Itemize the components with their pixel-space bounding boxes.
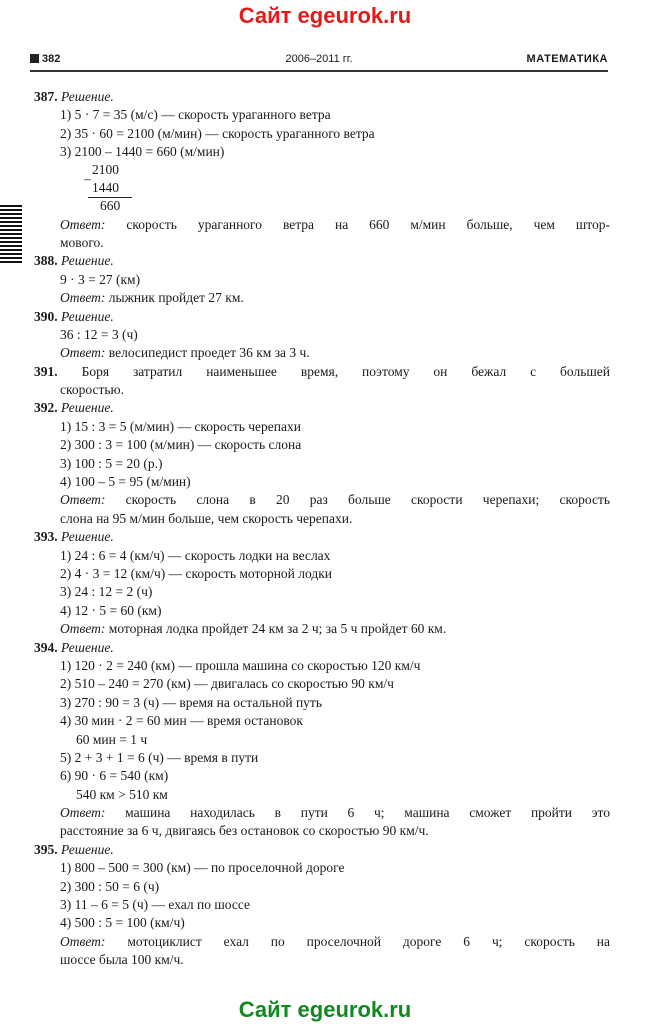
problem-392-step: 1) 15 : 3 = 5 (м/мин) — скорость черепахи <box>60 418 301 434</box>
problem-393-heading: 393. Решение. <box>34 529 114 545</box>
site-prefix: Сайт <box>238 3 298 28</box>
header-subject: МАТЕМАТИКА <box>526 53 608 65</box>
problem-392-step: 4) 100 – 5 = 95 (м/мин) <box>60 474 191 490</box>
site-prefix: Сайт <box>238 997 298 1022</box>
problem-393-step: 3) 24 : 12 = 2 (ч) <box>60 584 153 600</box>
problem-395-step: 1) 800 – 500 = 300 (км) — по проселочной дороге <box>60 860 345 876</box>
running-header <box>30 51 608 69</box>
problem-387-step: 1) 5 · 7 = 35 (м/с) — скорость ураганного ветра <box>60 107 331 123</box>
problem-387-answer-cont: мового. <box>60 234 104 250</box>
problem-394-answer: Ответ: машина находилась в пути 6 ч; машина сможет пройти это <box>60 805 611 821</box>
problem-387-heading: 387. Решение. <box>34 89 114 104</box>
problem-395-step: 2) 300 : 50 = 6 (ч) <box>60 878 160 894</box>
problem-393-answer: Ответ: моторная лодка пройдет 24 км за 2 ч; за 5 ч пройдет 60 км. <box>60 621 447 637</box>
problem-395-answer: Ответ: мотоциклист ехал по проселочной дороге 6 ч; скорость на <box>60 933 611 949</box>
site-watermark-bottom <box>0 997 650 1023</box>
site-watermark-top <box>0 3 650 29</box>
problem-387-step: 2) 35 · 60 = 2100 (м/мин) — скорость ураганного ветра <box>60 125 375 141</box>
problem-394-step: 3) 270 : 90 = 3 (ч) — время на остальной путь <box>60 694 322 710</box>
problem-394-step: 2) 510 – 240 = 270 (км) — двигалась со скоростью 90 км/ч <box>60 676 394 692</box>
problem-393-step: 1) 24 : 6 = 4 (км/ч) — скорость лодки на веслах <box>60 547 331 563</box>
header-years: 2006–2011 гг. <box>285 53 353 65</box>
problem-392-answer: Ответ: скорость слона в 20 раз больше скорости черепахи; скорость <box>60 492 611 508</box>
problem-392-heading: 392. Решение. <box>34 400 114 416</box>
minus-sign: – <box>84 170 91 186</box>
problem-394-heading: 394. Решение. <box>34 639 114 655</box>
minuend: 2100 <box>92 161 119 177</box>
problem-392-step: 2) 300 : 3 = 100 (м/мин) — скорость слона <box>60 437 302 453</box>
problem-390-answer: Ответ: велосипедист проедет 36 км за 3 ч. <box>60 345 310 361</box>
problem-388-step: 9 · 3 = 27 (км) <box>60 271 141 287</box>
site-name: egeurok.ru <box>297 997 412 1022</box>
problem-394-step-note: 60 мин = 1 ч <box>76 731 148 747</box>
page-number: 382 <box>30 53 60 65</box>
problem-388-answer: Ответ: лыжник пройдет 27 км. <box>60 290 244 306</box>
problem-391-text-cont: скоростью. <box>60 382 124 398</box>
problem-394-step: 5) 2 + 3 + 1 = 6 (ч) — время в пути <box>60 749 259 765</box>
problem-394-step-note: 540 км > 510 км <box>76 786 168 802</box>
subtrahend: 1440 <box>92 179 119 195</box>
problem-395-answer-cont: шоссе была 100 км/ч. <box>60 952 184 968</box>
problem-394-step: 4) 30 мин · 2 = 60 мин — время остановок <box>60 713 303 729</box>
problem-394-answer-cont: расстояние за 6 ч, двигаясь без остановок со скоростью 90 км/ч. <box>60 823 429 839</box>
solutions-content <box>34 88 610 970</box>
thumb-index-marker <box>0 205 22 263</box>
problem-395-step: 4) 500 : 5 = 100 (км/ч) <box>60 915 185 931</box>
problem-390-step: 36 : 12 = 3 (ч) <box>60 326 138 342</box>
problem-394-step: 1) 120 · 2 = 240 (км) — прошла машина со скоростью 120 км/ч <box>60 657 421 673</box>
problem-394-step: 6) 90 · 6 = 540 (км) <box>60 768 169 784</box>
problem-393-step: 4) 12 · 5 = 60 (км) <box>60 602 162 618</box>
column-subtraction <box>34 162 610 216</box>
problem-390-heading: 390. Решение. <box>34 308 114 324</box>
problem-395-heading: 395. Решение. <box>34 841 114 857</box>
difference: 660 <box>100 197 121 213</box>
site-name: egeurok.ru <box>297 3 412 28</box>
header-rule <box>30 70 608 72</box>
problem-392-step: 3) 100 : 5 = 20 (р.) <box>60 455 163 471</box>
problem-391-text: 391. Боря затратил наименьшее время, поэтому он бежал с большей <box>34 363 610 379</box>
problem-387-step: 3) 2100 – 1440 = 660 (м/мин) <box>60 144 225 160</box>
problem-388-heading: 388. Решение. <box>34 253 114 269</box>
problem-392-answer-cont: слона на 95 м/мин больше, чем скорость черепахи. <box>60 510 353 526</box>
problem-393-step: 2) 4 · 3 = 12 (км/ч) — скорость моторной лодки <box>60 565 333 581</box>
problem-395-step: 3) 11 – 6 = 5 (ч) — ехал по шоссе <box>60 897 250 913</box>
problem-387-answer: Ответ: скорость ураганного ветра на 660 м/мин больше, чем штор- <box>60 216 610 232</box>
